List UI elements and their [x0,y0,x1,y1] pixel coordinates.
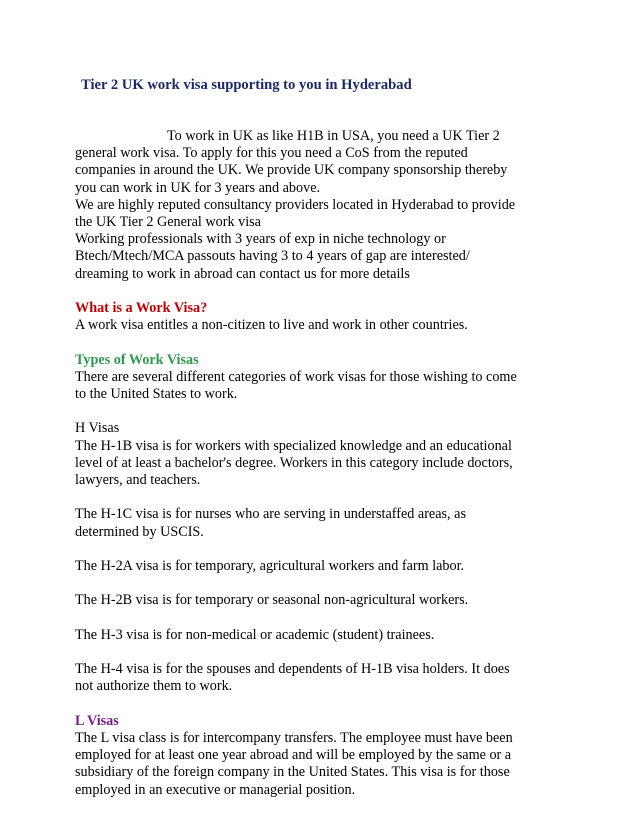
h3-line: The H-3 visa is for non-medical or academic (student) trainees. [75,626,435,643]
h1c-line: The H-1C visa is for nurses who are serving in understaffed areas, as [75,506,466,523]
spacer [75,575,570,592]
intro-line: We are highly reputed consultancy providers located in Hyderabad to provide [75,196,516,213]
spacer [75,403,570,420]
spacer [75,610,570,627]
types-heading: Types of Work Visas [75,351,199,368]
spacer [75,334,570,351]
what-is-work-visa-heading: What is a Work Visa? [75,300,208,317]
intro-line: general work visa. To apply for this you need a CoS from the reputed [75,145,468,162]
h4-line: The H-4 visa is for the spouses and dependents of H-1B visa holders. It does [75,661,510,678]
intro-line: the UK Tier 2 General work visa [75,214,261,231]
intro-line: Working professionals with 3 years of exp in niche technology or [75,231,446,248]
what-is-line: A work visa entitles a non-citizen to live and work in other countries. [75,317,468,334]
h4-line: not authorize them to work. [75,678,233,695]
types-line: to the United States to work. [75,386,238,403]
h1b-line: The H-1B visa is for workers with specialized knowledge and an educational [75,437,512,454]
l-visas-line: subsidiary of the foreign company in the United States. This visa is for those [75,764,510,781]
intro-line: Btech/Mtech/MCA passouts having 3 to 4 years of gap are interested/ [75,248,470,265]
spacer [75,283,570,300]
h2a-line: The H-2A visa is for temporary, agricultural workers and farm labor. [75,558,465,574]
page-title: Tier 2 UK work visa supporting to you in Hyderabad [81,77,412,93]
intro-line: dreaming to work in abroad can contact us for more details [75,265,410,282]
l-visas-line: employed in an executive or managerial position. [75,781,356,798]
intro-line: companies in around the UK. We provide UK company sponsorship thereby [75,162,508,179]
spacer [75,644,570,661]
intro-line: To work in UK as like H1B in USA, you need a UK Tier 2 [167,128,500,144]
types-line: There are several different categories of work visas for those wishing to come [75,368,517,385]
h2b-line: The H-2B visa is for temporary or seasonal non-agricultural workers. [75,592,469,609]
h1b-line: level of at least a bachelor's degree. Workers in this category include doctors, [75,454,513,471]
spacer [75,489,570,506]
intro-paragraph [75,128,570,283]
h-visas-heading: H Visas [75,420,120,437]
h1c-line: determined by USCIS. [75,523,204,540]
spacer [75,541,570,558]
l-visas-line: employed for at least one year abroad and will be employed by the same or a [75,747,512,764]
spacer [75,696,570,713]
l-visas-heading: L Visas [75,712,119,729]
h1b-line: lawyers, and teachers. [75,472,201,489]
document-body [75,128,570,799]
l-visas-line: The L visa class is for intercompany transfers. The employee must have been [75,729,513,746]
intro-line: you can work in UK for 3 years and above. [75,179,321,196]
